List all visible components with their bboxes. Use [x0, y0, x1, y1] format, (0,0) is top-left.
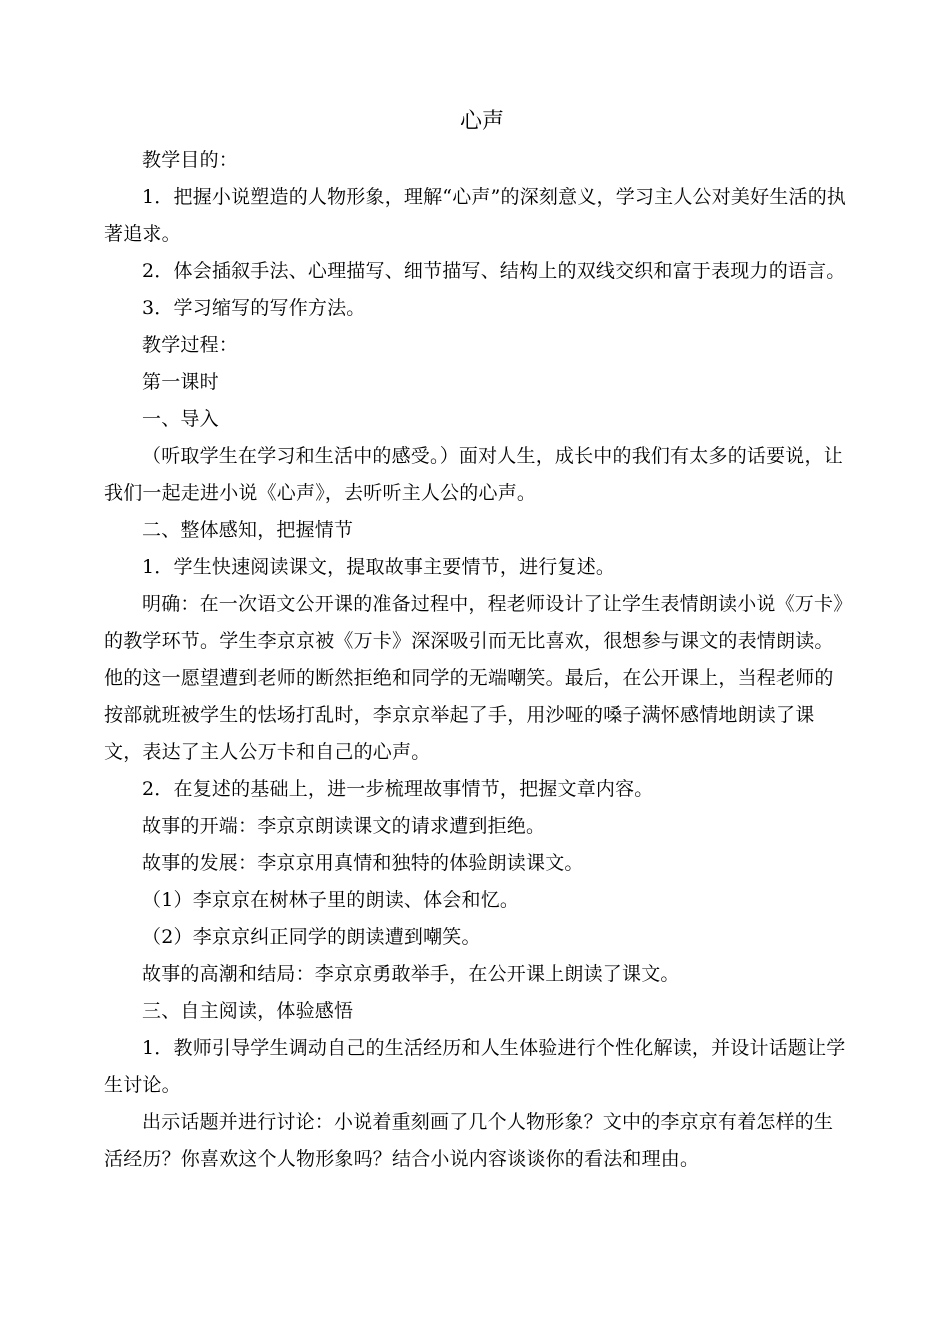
paragraph: 故事的开端：李京京朗读课文的请求遭到拒绝。 — [142, 815, 546, 837]
paragraph: （2）李京京纠正同学的朗读遭到嘲笑。 — [142, 926, 481, 948]
paragraph: 一、导入 — [142, 408, 219, 430]
paragraph: 1．学生快速阅读课文，提取故事主要情节，进行复述。 — [142, 556, 616, 578]
paragraph: 2．在复述的基础上，进一步梳理故事情节，把握文章内容。 — [142, 778, 654, 800]
paragraph: 出示话题并进行讨论：小说着重刻画了几个人物形象？文中的李京京有着怎样的生活经历？你喜欢这个人物形象吗？结合小说内容谈谈你的看法和理由。 — [104, 1111, 834, 1170]
document-title: 心声 — [459, 109, 504, 134]
paragraph: 故事的高潮和结局：李京京勇敢举手，在公开课上朗读了课文。 — [142, 963, 680, 985]
paragraph: 2．体会插叙手法、心理描写、细节描写、结构上的双线交织和富于表现力的语言。 — [142, 260, 846, 282]
paragraph: 3．学习缩写的写作方法。 — [142, 297, 366, 319]
paragraph: 明确：在一次语文公开课的准备过程中，程老师设计了让学生表情朗读小说《万卡》的教学环节。学生李京京被《万卡》深深吸引而无比喜欢，很想参与课文的表情朗读。他的这一愿望遭到老师的断然拒绝和同学的无端嘲笑。最后，在公开课上，当程老师的按部就班被学生的怯场打乱时，李京京举起了手，用沙哑的嗓子满怀感情地朗读了课文，表达了主人公万卡和自己的心声。 — [104, 593, 843, 763]
paragraph: 二、整体感知，把握情节 — [142, 519, 354, 541]
paragraph: 教学过程： — [142, 334, 239, 356]
paragraph: 故事的发展：李京京用真情和独特的体验朗读课文。 — [142, 852, 584, 874]
paragraph: 教学目的： — [142, 149, 239, 171]
paragraph: 三、自主阅读，体验感悟 — [142, 1000, 354, 1022]
paragraph: 1．把握小说塑造的人物形象，理解“心声”的深刻意义，学习主人公对美好生活的执著追求。 — [104, 186, 847, 245]
paragraph: （1）李京京在树林子里的朗读、体会和忆。 — [142, 889, 520, 911]
paragraph: 第一课时 — [142, 371, 219, 393]
paragraph: （听取学生在学习和生活中的感受。）面对人生，成长中的我们有太多的话要说，让我们一起走进小说《心声》，去听听主人公的心声。 — [104, 445, 843, 504]
paragraph: 1．教师引导学生调动自己的生活经历和人生体验进行个性化解读，并设计话题让学生讨论。 — [104, 1037, 846, 1096]
